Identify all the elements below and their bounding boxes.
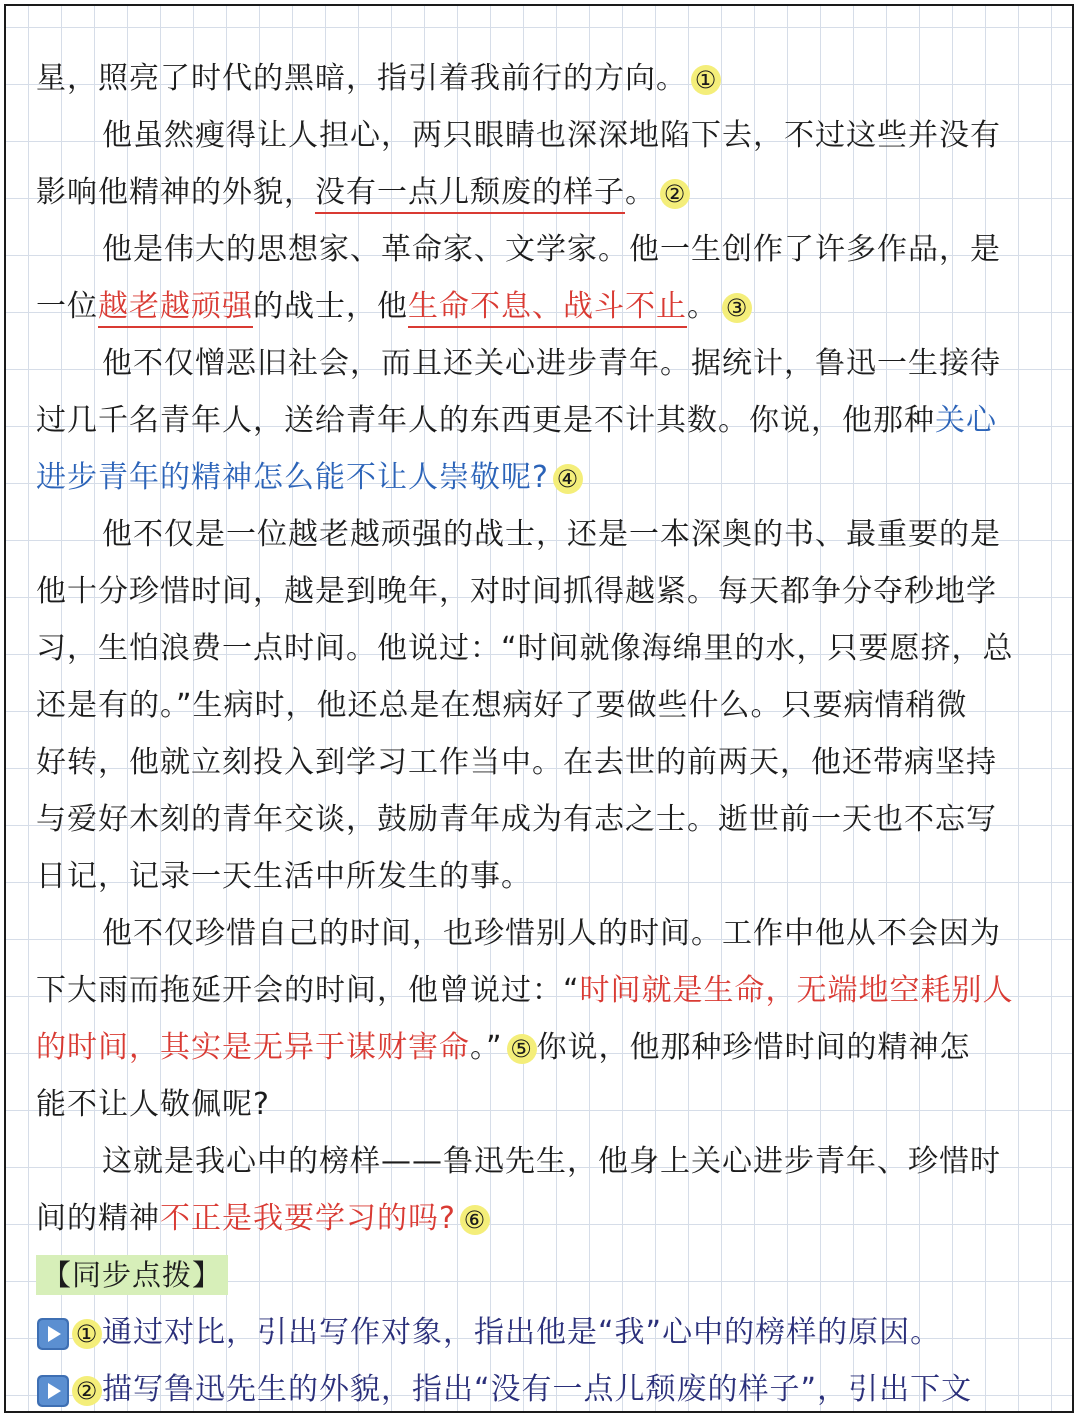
annotation-marker: ④ [553, 464, 583, 494]
text-line: 星，照亮了时代的黑暗，指引着我前行的方向。 ① [36, 50, 1042, 107]
text-line: 他不仅珍惜自己的时间，也珍惜别人的时间。工作中他从不会因为 [102, 916, 1001, 951]
red-phrase: 时间就是生命，无端地空耗别人 [579, 973, 1014, 1008]
red-underlined-phrase: 生命不息、战斗不止 [408, 289, 687, 328]
red-phrase: 不正是我要学习的吗? [160, 1201, 456, 1236]
blue-phrase: 关心 [935, 403, 997, 438]
red-phrase: 的时间，其实是无异于谋财害命 [36, 1030, 470, 1065]
text-line: 过几千名青年人，送给青年人的东西更是不计其数。你说，他那种关心 [36, 403, 997, 438]
play-button-icon [36, 1374, 70, 1408]
blue-phrase: 进步青年的精神怎么能不让人崇敬呢? [36, 460, 549, 495]
text-line: 的时间，其实是无异于谋财害命。” ⑤ 你说，他那种珍惜时间的精神怎 [36, 1030, 971, 1065]
text-line: 间的精神不正是我要学习的吗? ⑥ [36, 1190, 1042, 1247]
red-underlined-phrase: 越老越顽强 [98, 289, 253, 328]
section-tag: 【同步点拨】 [36, 1255, 228, 1295]
text-line: 一位越老越顽强的战士，他生命不息、战斗不止。 ③ [36, 278, 1042, 335]
text-line: 还是有的。”生病时，他还总是在想病好了要做些什么。只要病情稍微 [36, 688, 968, 723]
annotation-marker: ② [660, 179, 690, 209]
text-line: 这就是我心中的榜样——鲁迅先生，他身上关心进步青年、珍惜时 [102, 1144, 1001, 1179]
text-line: 能不让人敬佩呢? [36, 1087, 270, 1122]
annotation-marker: ① [72, 1319, 102, 1349]
text-line: 日记，记录一天生活中所发生的事。 [36, 859, 532, 894]
text-line: 他不仅憎恶旧社会，而且还关心进步青年。据统计，鲁迅一生接待 [102, 346, 1001, 381]
play-button-icon [36, 1317, 70, 1351]
notebook-page [4, 4, 1074, 1413]
annotation-marker: ⑤ [507, 1034, 537, 1064]
annotation-marker: ⑥ [460, 1205, 490, 1235]
note-item: ① 通过对比，引出写作对象，指出他是“我”心中的榜样的原因。 [36, 1304, 1042, 1361]
text-line: 他不仅是一位越老越顽强的战士，还是一本深奥的书、最重要的是 [102, 517, 1001, 552]
text-line: 与爱好木刻的青年交谈，鼓励青年成为有志之士。逝世前一天也不忘写 [36, 802, 997, 837]
text-line: 下大雨而拖延开会的时间，他曾说过：“时间就是生命，无端地空耗别人 [36, 973, 1014, 1008]
note-item: ② 描写鲁迅先生的外貌，指出“没有一点儿颓废的样子”，引出下文 [36, 1361, 1042, 1413]
annotation-marker: ② [72, 1376, 102, 1406]
text-line: 他虽然瘦得让人担心，两只眼睛也深深地陷下去，不过这些并没有 [102, 118, 1001, 153]
text-line: 他十分珍惜时间，越是到晚年，对时间抓得越紧。每天都争分夺秒地学 [36, 574, 997, 609]
underlined-phrase: 没有一点儿颓废的样子 [315, 175, 625, 214]
text-line: 影响他精神的外貌，没有一点儿颓废的样子。 ② [36, 164, 1042, 221]
text-line: 好转，他就立刻投入到学习工作当中。在去世的前两天，他还带病坚持 [36, 745, 997, 780]
text-line: 习，生怕浪费一点时间。他说过：“时间就像海绵里的水，只要愿挤，总 [36, 631, 1014, 666]
annotation-marker: ③ [722, 293, 752, 323]
text-line [36, 449, 1042, 506]
text-line: 他是伟大的思想家、革命家、文学家。他一生创作了许多作品，是 [102, 232, 1001, 267]
annotation-marker: ① [691, 65, 721, 95]
section-heading [36, 1247, 1042, 1304]
